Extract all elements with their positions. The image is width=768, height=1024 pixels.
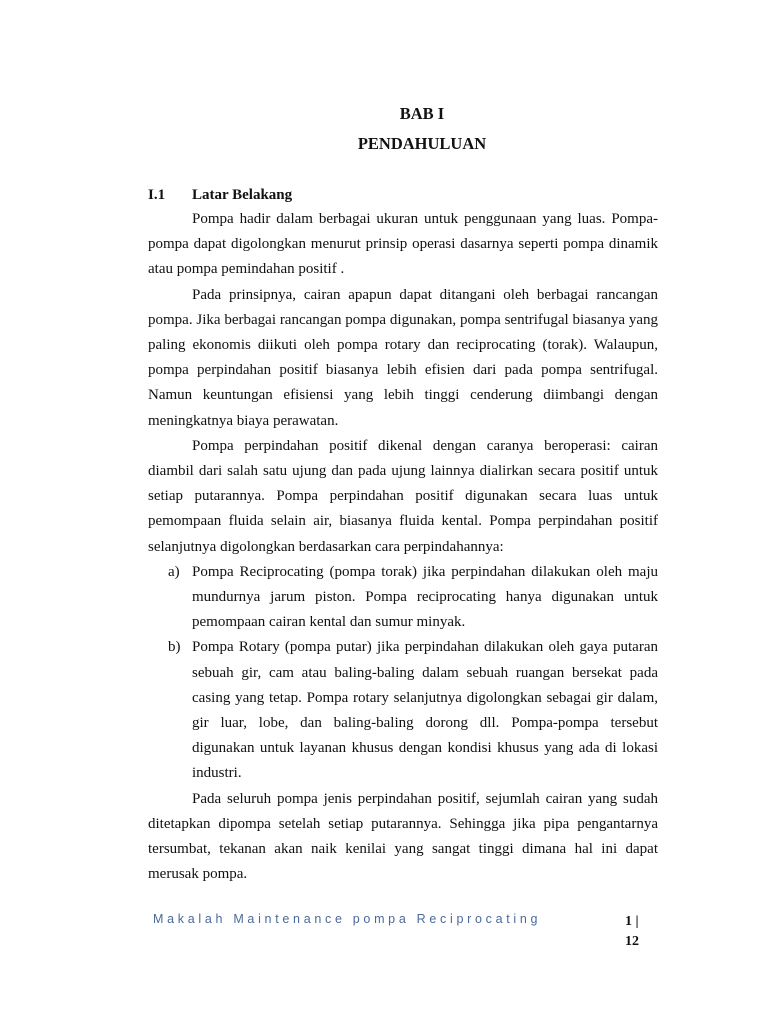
page-number-total: 12	[625, 934, 639, 949]
chapter-number: BAB I	[399, 104, 445, 123]
section-title: Latar Belakang	[192, 187, 293, 203]
body-text	[148, 207, 658, 887]
chapter-title: PENDAHULUAN	[357, 134, 487, 153]
list-item-text: Pompa Reciprocating (pompa torak) jika perpindahan dilakukan oleh maju mundurnya jarum piston. Pompa reciprocating hanya digunakan untuk pemompaan cairan kental dan sumur minyak.	[192, 563, 658, 631]
list-item	[148, 560, 658, 636]
section-number: I.1	[148, 187, 166, 203]
pump-type-list	[148, 560, 658, 787]
paragraph: Pompa hadir dalam berbagai ukuran untuk penggunaan yang luas. Pompa-pompa dapat digolongkan menurut prinsip operasi dasarnya seperti pompa dinamik atau pompa pemindahan positif .	[148, 211, 658, 278]
paragraph: Pada prinsipnya, cairan apapun dapat ditangani oleh berbagai rancangan pompa. Jika berbagai rancangan pompa digunakan, pompa sentrifugal biasanya yang paling ekonomis diikuti oleh pompa rotary dan reciprocating (torak). Walaupun, pompa perpindahan positif biasanya lebih efisien dari pada pompa sentrifugal. Namun keuntungan efisiensi yang lebih tinggi cenderung diimbangi dengan meningkatnya biaya perawatan.	[148, 286, 658, 429]
list-marker: b)	[168, 639, 181, 656]
list-marker: a)	[168, 563, 180, 580]
list-item	[148, 635, 658, 786]
section-heading	[148, 187, 292, 204]
footer-title: Makalah Maintenance pompa Reciprocating	[153, 912, 542, 926]
page-number	[625, 912, 639, 952]
paragraph: Pompa perpindahan positif dikenal dengan caranya beroperasi: cairan diambil dari salah satu ujung dan pada ujung lainnya dialirkan secara positif untuk setiap putarannya. Pompa perpindahan positif digunakan secara luas untuk pemompaan fluida selain air, biasanya fluida kental. Pompa perpindahan positif selanjutnya digolongkan berdasarkan cara perpindahannya:	[148, 437, 658, 555]
closing-paragraph: Pada seluruh pompa jenis perpindahan positif, sejumlah cairan yang sudah ditetapkan dipompa setelah setiap putarannya. Sehingga jika pipa pengantarnya tersumbat, tekanan akan naik kenilai yang sangat tinggi dimana hal ini dapat merusak pompa.	[148, 790, 658, 883]
page-number-current: 1 |	[625, 914, 639, 929]
list-item-text: Pompa Rotary (pompa putar) jika perpindahan dilakukan oleh gaya putaran sebuah gir, cam atau baling-baling dalam sebuah ruangan bersekat pada casing yang tetap. Pompa rotary selanjutnya digolongkan sebagai gir dalam, gir luar, lobe, dan baling-baling dorong dll. Pompa-pompa tersebut digunakan untuk layanan khusus dengan kondisi khusus yang ada di lokasi industri.	[192, 639, 658, 782]
